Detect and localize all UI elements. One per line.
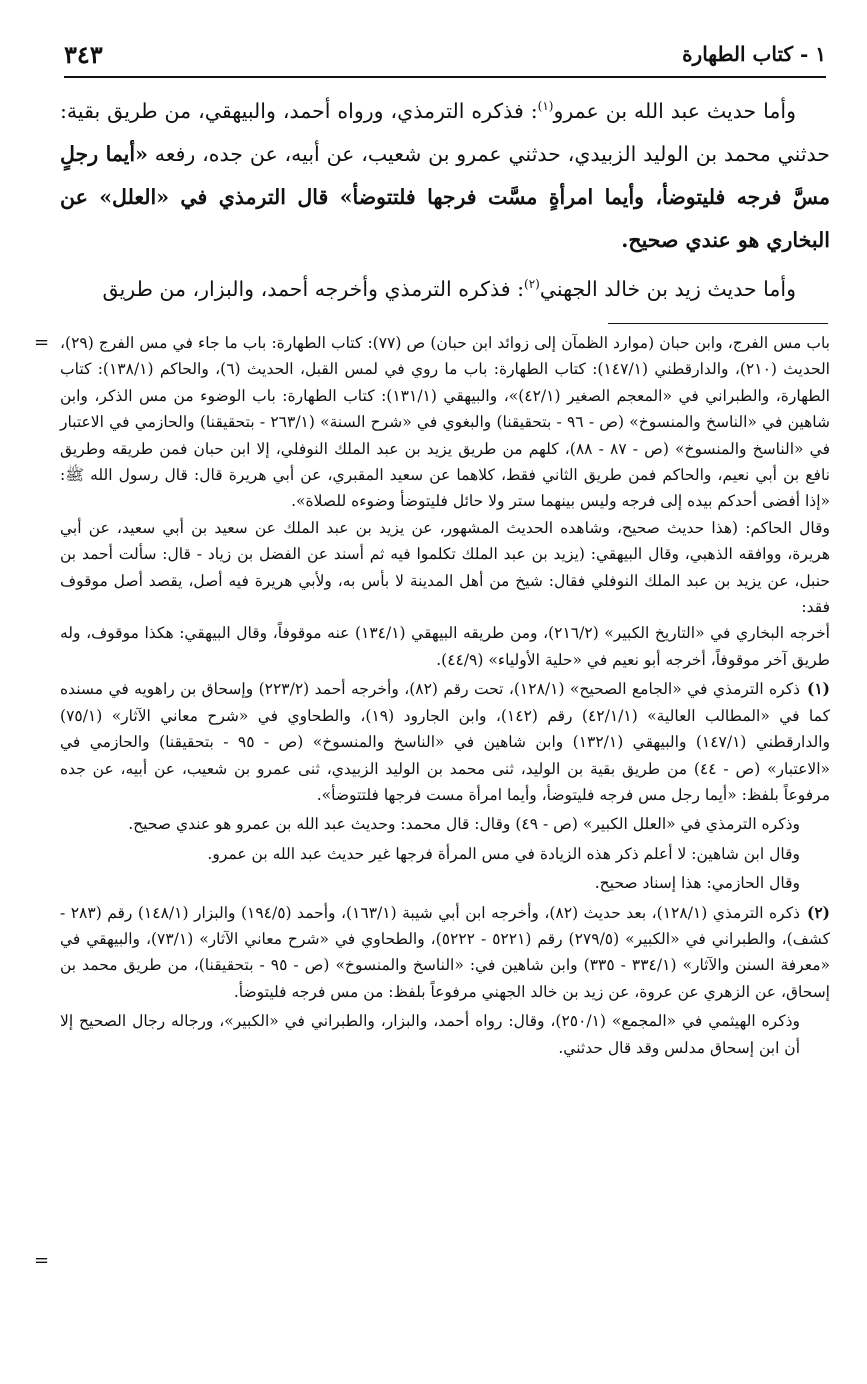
page-header [64,40,826,78]
footnote-separator [608,323,828,324]
footnotes [60,330,830,1061]
paragraph-text: وأما حديث زيد بن خالد الجهني [539,277,796,301]
continuation-mark: = [34,332,50,353]
main-text [60,90,830,311]
footnote-paragraph: وذكره الترمذي في «العلل الكبير» (ص - ٤٩) وقال: قال محمد: وحديث عبد الله بن عمرو هو عندي صحيح. [128,815,800,834]
footnote-paragraph: وقال ابن شاهين: لا أعلم ذكر هذه الزيادة في مس المرأة فرجها غير حديث عبد الله بن عمرو. [207,844,800,863]
main-paragraph [60,90,830,262]
footnote-1 [60,676,830,808]
footnote-2 [60,900,830,1006]
footnote-paragraph: وقال الحاكم: (هذا حديث صحيح، وشاهده الحديث المشهور، عن يزيد بن عبد الملك عن سعيد بن أبي سعيد، عن أبي هريرة، ووافقه الذهبي، وقال البيهقي: (يزيد بن عبد الملك تكلموا فيه ثم أسند عن الفضل بن زياد - قال: سألت أحمد بن حنبل، عن يزيد بن عبد الملك النوفلي فقال: شيخ من أهل المدينة لا بأس به، ولأبي هريرة فيه أصل، يقصد أصل موقوف فقد: [60,518,830,617]
footnote-ref: (١) [537,99,554,114]
footnote-text: ذكره الترمذي في «الجامع الصحيح» (١٢٨/١)، تحت رقم (٨٢)، وأخرجه أحمد (٢٢٣/٢) وإسحاق بن راهويه في مسنده كما في «المطالب العالية» (٤٢/١/١) رقم (١٤٢)، وابن الجارود (١٩)، والطحاوي في «شرح معاني الآثار» (٧٥/١) والدارقطني (١٤٧/١) والبيهقي (١٣٢/١) وابن شاهين في «الناسخ والمنسوخ» (ص - ٩٥ - بتحقيقنا) والحازمي في «الاعتبار» (ص - ٤٤) من طريق بقية بن الوليد، ثنى محمد بن الوليد الزبيدي، ثنى عمرو بن شعيب، عن أبيه، عن جده مرفوعاً بلفظ: «أيما رجل مس فرجه فليتوضأ، وأيما امرأة مست فرجها فلتتوضأ». [60,680,831,804]
main-paragraph [60,268,830,311]
footnote-number: (٢) [807,902,831,922]
footnote-paragraph: وذكره الهيثمي في «المجمع» (٢٥٠/١)، وقال: رواه أحمد، والبزار، والطبراني في «الكبير»، ورجاله رجال الصحيح إلا أن ابن إسحاق مدلس وقد قال حدثني. [60,1012,800,1057]
footnote-paragraph: وقال الحازمي: هذا إسناد صحيح. [594,874,800,893]
continuation-mark: = [34,1250,50,1271]
footnote-paragraph: أخرجه البخاري في «التاريخ الكبير» (٢١٦/٢)، ومن طريقه البيهقي (١٣٤/١) عنه موقوفاً، وقال البيهقي: هكذا موقوف، وله طريق آخر موقوفاً، أخرجه أبو نعيم في «حلية الأولياء» (٤٤/٩). [60,624,830,669]
footnote-ref: (٢) [524,277,540,292]
chapter-title: ١ - كتاب الطهارة [682,42,826,66]
paragraph-text: وأما حديث عبد الله بن عمرو [553,99,796,123]
paragraph-text: : فذكره الترمذي وأخرجه أحمد، والبزار، من طريق [102,277,524,301]
paragraph-text: : فذكره الترمذي، ورواه أحمد، والبيهقي، من طريق بقية: حدثني محمد بن الوليد الزبيدي، حدثني عمرو بن شعيب، عن أبيه، عن جده، رفعه [60,99,830,166]
footnote-number: (١) [806,679,830,699]
page-number: ٣٤٣ [64,40,103,69]
hadith-quote: «أيما رجلٍ مسَّ فرجه فليتوضأ، وأيما امرأةٍ مسَّت فرجها فلتتوضأ» قال الترمذي في «العلل» عن البخاري هو عندي صحيح. [60,142,830,252]
footnote-text: ذكره الترمذي (١٢٨/١)، بعد حديث (٨٢)، وأخرجه ابن أبي شيبة (١٦٣/١)، وأحمد (١٩٤/٥) والبزار (١٤٨/١) رقم (٢٨٣ - كشف)، والطبراني في «الكبير» (٢٧٩/٥) رقم (٥٢٢١ - ٥٢٢٢)، والطحاوي في «شرح معاني الآثار» (٧٣/١)، والبيهقي في «معرفة السنن والآثار» (٣٣٤/١ - ٣٣٥) وابن شاهين في: «الناسخ والمنسوخ» (ص - ٩٥ - بتحقيقنا)، من طريق محمد بن إسحاق، عن الزهري عن عروة، عن زيد بن خالد الجهني مرفوعاً بلفظ: من مس فرجه فليتوضأ. [60,903,830,1001]
footnote-continuation: باب مس الفرج، وابن حبان (موارد الظمآن إلى زوائد ابن حبان) ص (٧٧): كتاب الطهارة: باب ما جاء في مس الفرج (٢٩)، الحديث (٢١٠)، والدارقطني (١٤٧/١): كتاب الطهارة: باب ما روي في لمس القبل، الحديث (٦)، والحاكم (١٣٨/١): كتاب الطهارة، والطبراني في «المعجم الصغير (٤٢/١)»، والبيهقي (١٣١/١): كتاب الطهارة: باب الوضوء من مس الذكر، وابن شاهين في «الناسخ والمنسوخ» (ص - ٩٦ - بتحقيقنا) والبغوي في «شرح السنة» (٢٦٣/١ - بتحقيقنا) والحازمي في الاعتبار في «الناسخ والمنسوخ» (ص - ٨٧ - ٨٨)، كلهم من طريق يزيد بن عبد الملك النوفلي، إلا ابن حبان فمن طريقه وطريق نافع بن أبي نعيم، والحاكم فمن طريق الثاني فقط، كلاهما عن سعيد المقبري، عن أبي هريرة قال: قال رسول الله ﷺ: «إذا أفضى أحدكم بيده إلى فرجه وليس بينهما ستر ولا حائل فليتوضأ وضوءه للصلاة». [60,334,830,511]
